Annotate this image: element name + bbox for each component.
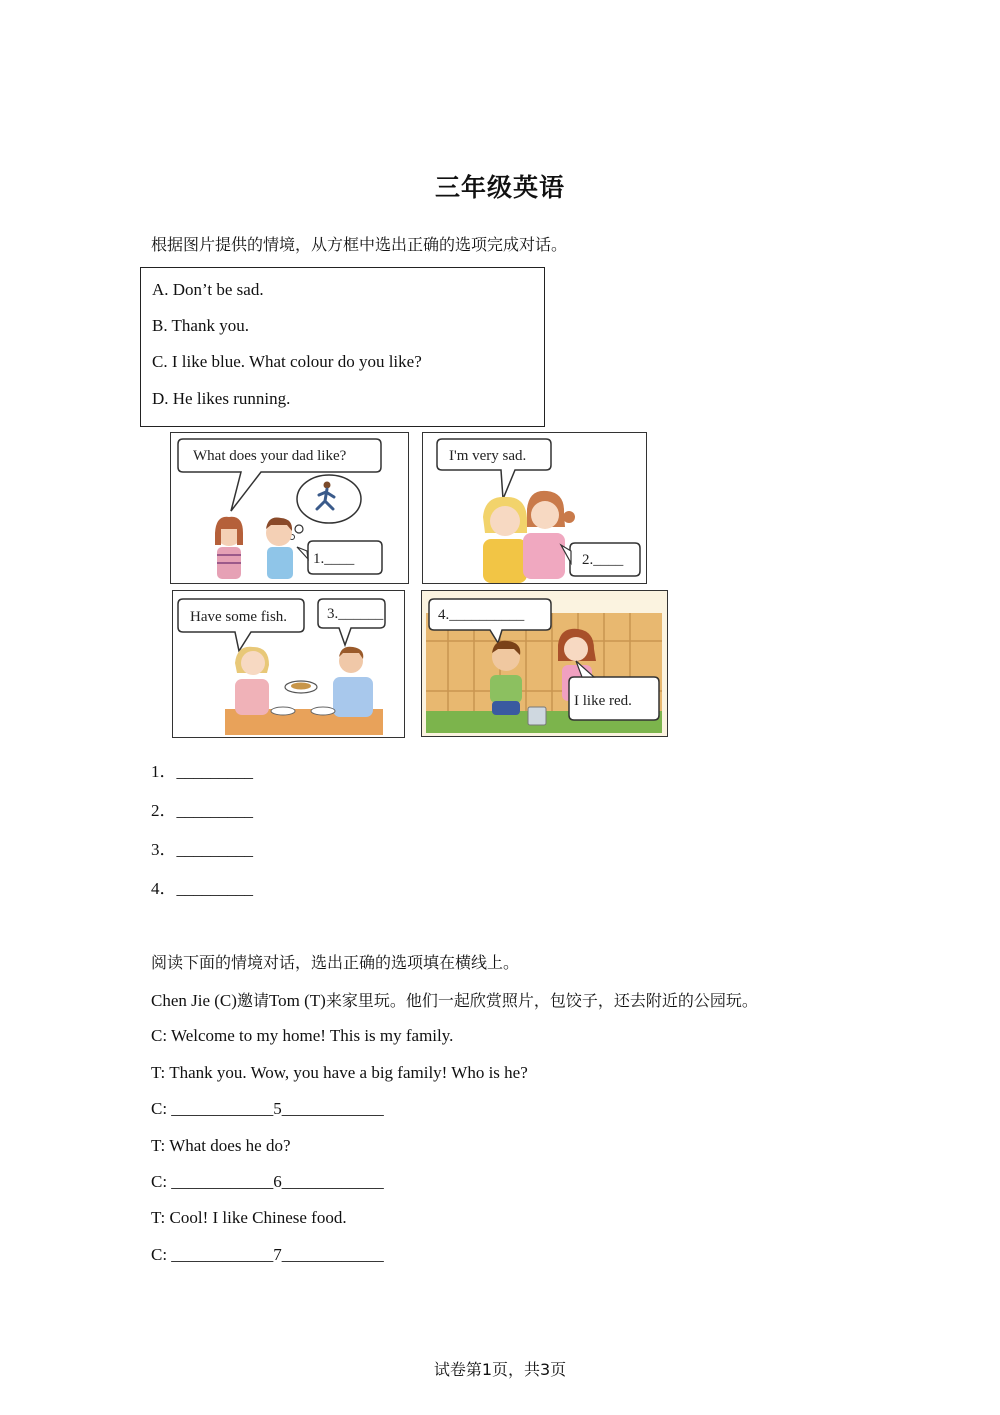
mother-figure (235, 647, 269, 715)
options-box (140, 267, 545, 427)
intro-en2: Tom (T) (268, 991, 326, 1010)
boy-painting-figure (490, 641, 522, 715)
option-d: D. He likes running. (152, 389, 291, 408)
speech-bubble (178, 599, 304, 651)
p3-blank: 3.______ (327, 606, 384, 622)
boy-figure (266, 517, 293, 579)
intro-cn2: 来家里玩。他们一起欣赏照片，包饺子，还去附近的公园玩。 (325, 991, 758, 1010)
picture-panel-2 (422, 432, 647, 584)
section2-intro (151, 988, 758, 1011)
answer-line-1[interactable]: 1．_________ (151, 762, 253, 781)
dialogue-blank-5[interactable]: C: ____________5____________ (151, 1099, 384, 1118)
dialogue-line-4: T: What does he do? (151, 1136, 291, 1155)
dialogue-blank-7[interactable]: C: ____________7____________ (151, 1245, 384, 1264)
section1-instruction: 根据图片提供的情境，从方框中选出正确的选项完成对话。 (151, 235, 568, 254)
picture-panel-4 (421, 590, 668, 737)
sad-girl-figure (483, 497, 527, 583)
option-c: C. I like blue. What colour do you like? (152, 352, 422, 371)
answer-line-3[interactable]: 3．_________ (151, 840, 253, 859)
intro-cn1: 邀请 (236, 991, 269, 1010)
comforting-girl-figure (523, 491, 575, 579)
p1-blank: 1.____ (313, 551, 355, 567)
p4-speech: I like red. (574, 693, 632, 709)
father-figure (333, 647, 373, 717)
answer-line-2[interactable]: 2．_________ (151, 801, 253, 820)
p2-blank: 2.____ (582, 552, 624, 568)
intro-en1: Chen Jie (C) (151, 991, 237, 1010)
picture-panel-3 (172, 590, 405, 738)
option-b: B. Thank you. (152, 316, 249, 335)
page-footer: 试卷第1页，共3页 (433, 1360, 567, 1379)
dialogue-blank-6[interactable]: C: ____________6____________ (151, 1172, 384, 1191)
p1-question: What does your dad like? (193, 448, 347, 464)
p2-speech-text: I'm very sad. (449, 448, 527, 464)
page-title: 三年级英语 (434, 173, 565, 202)
dialogue-line-6: T: Cool! I like Chinese food. (151, 1208, 347, 1227)
picture-panel-1 (170, 432, 409, 584)
p4-blank: 4.__________ (438, 607, 525, 623)
section2-instruction: 阅读下面的情境对话，选出正确的选项填在横线上。 (151, 953, 520, 972)
girl-figure (215, 517, 243, 579)
paint-bucket-icon (528, 707, 546, 725)
p3-speech: Have some fish. (190, 609, 288, 625)
answer-line-4[interactable]: 4．_________ (151, 879, 253, 898)
dialogue-line-2: T: Thank you. Wow, you have a big family! Who is he? (151, 1063, 528, 1082)
dialogue-line-1: C: Welcome to my home! This is my family. (151, 1026, 454, 1045)
option-a: A. Don’t be sad. (152, 280, 264, 299)
